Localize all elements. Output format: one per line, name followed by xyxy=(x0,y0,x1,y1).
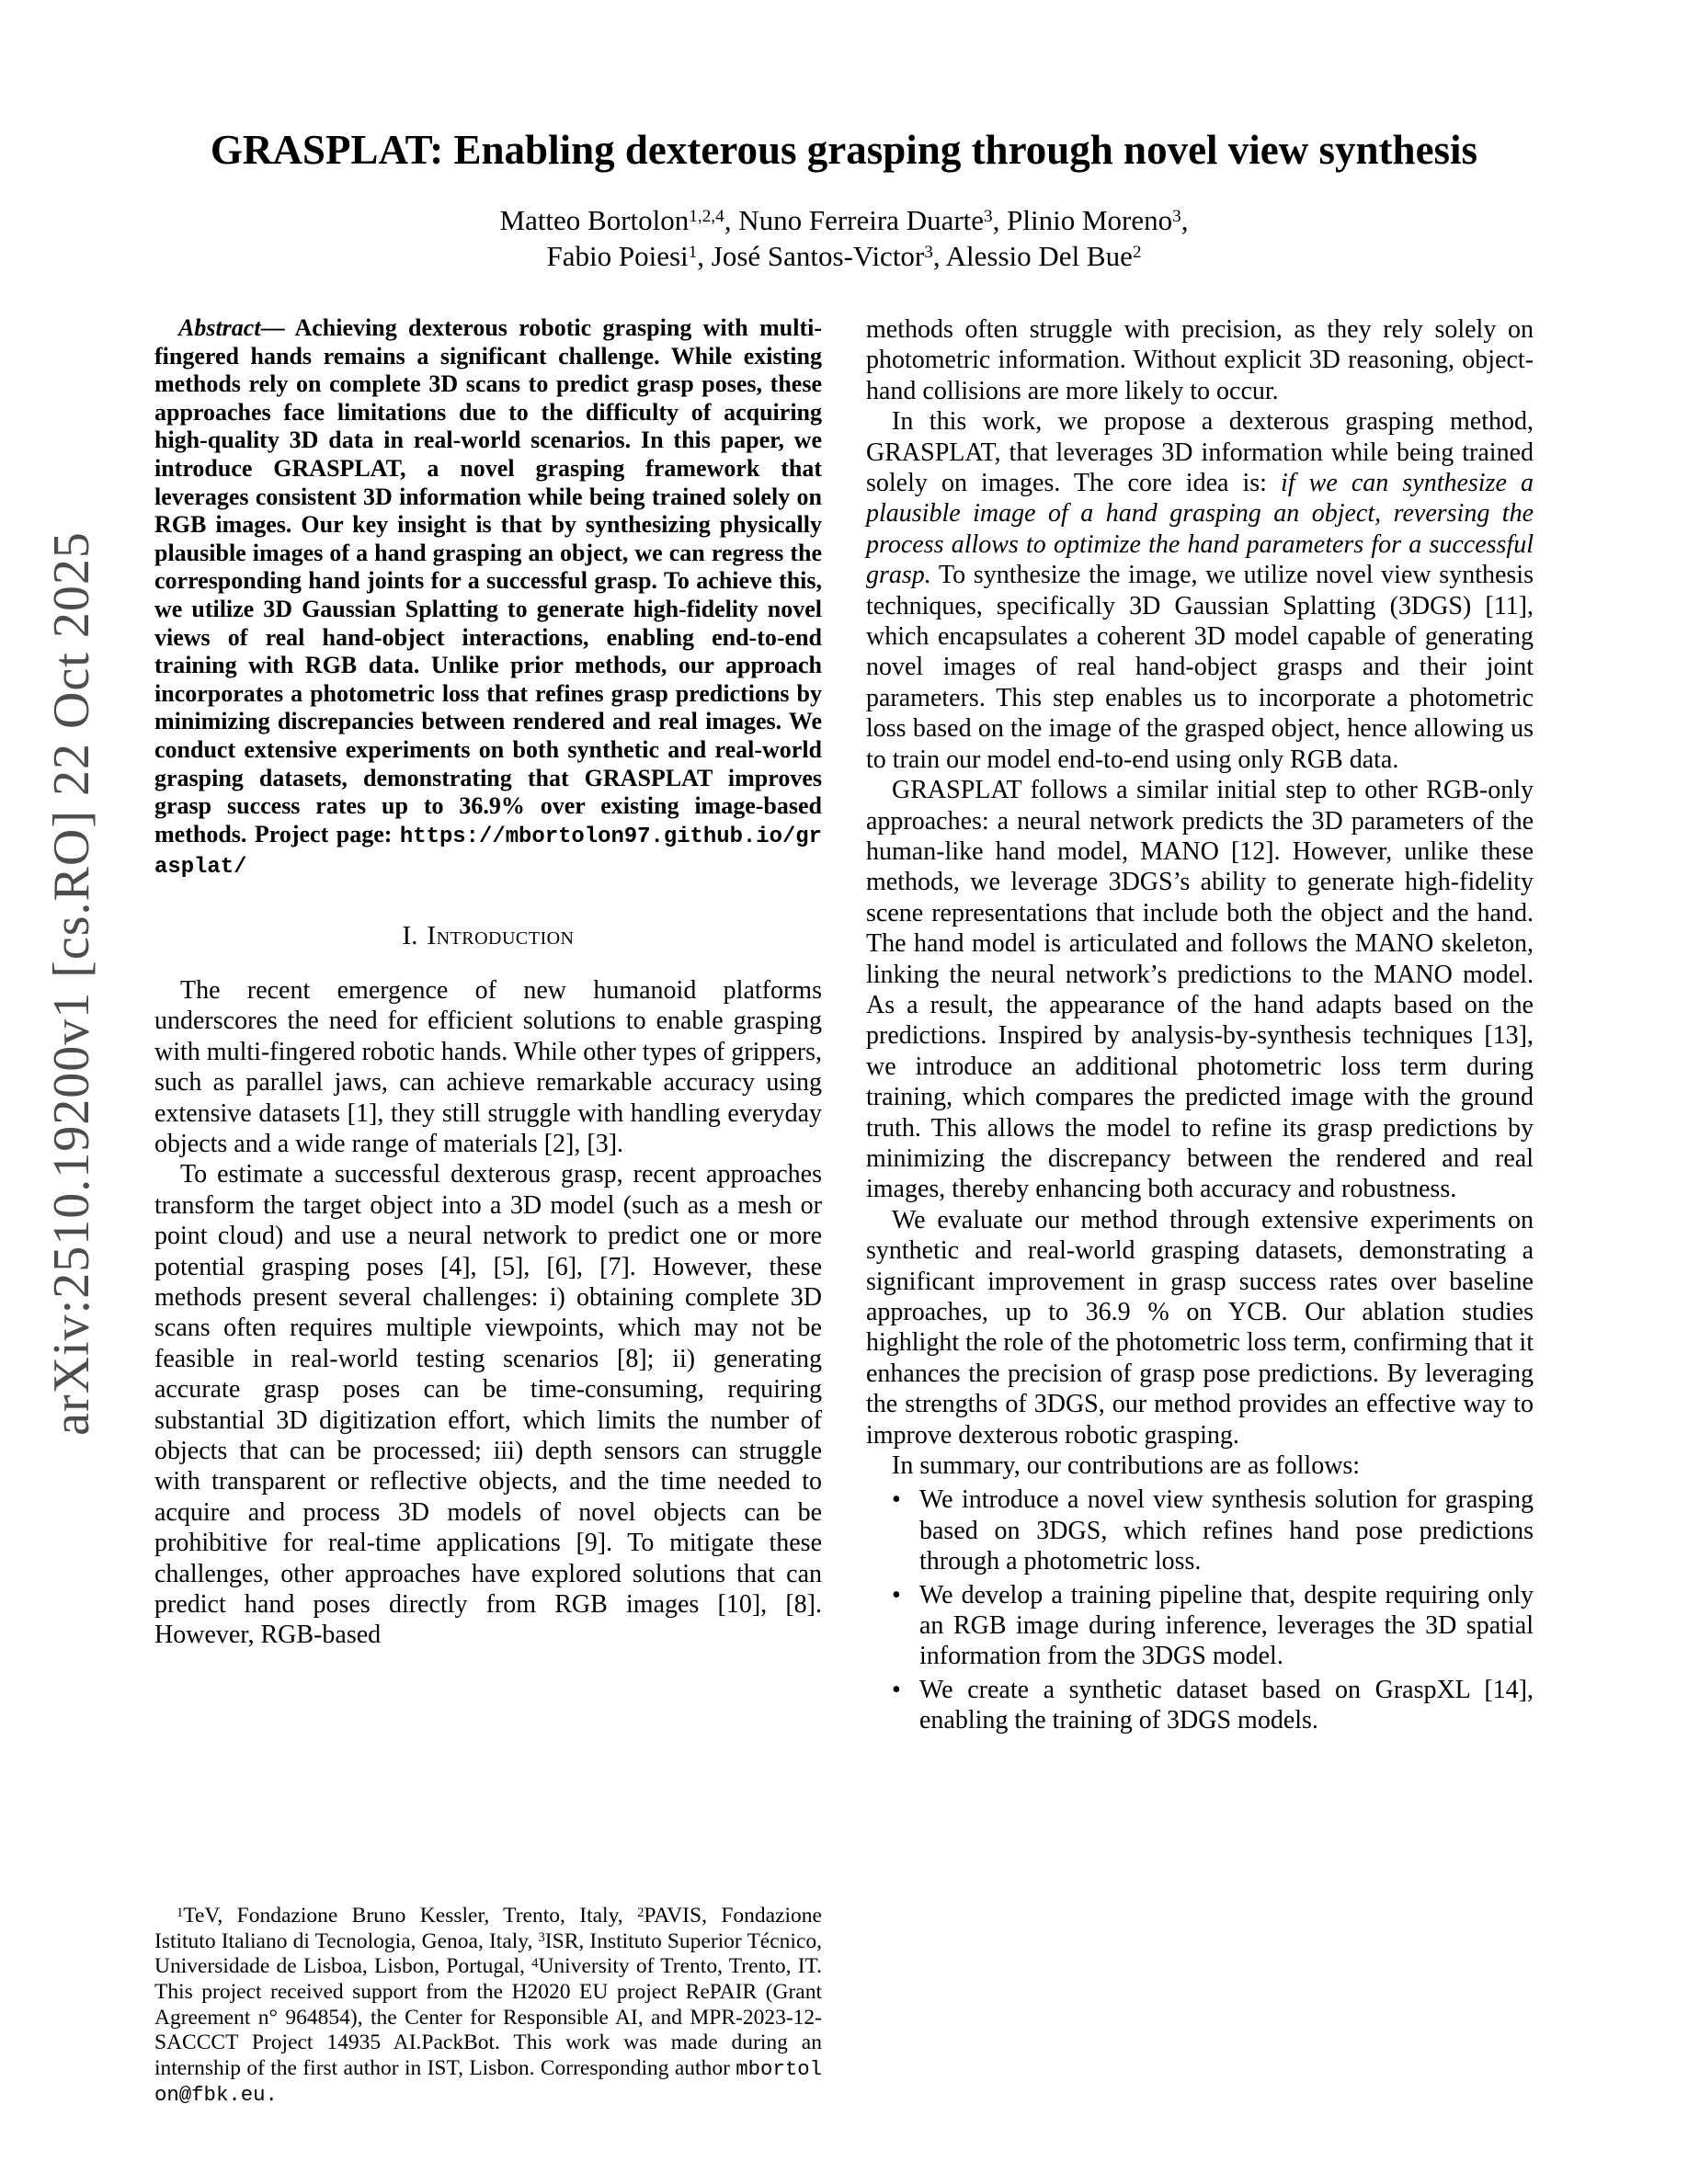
footnote xyxy=(154,1904,822,2109)
author-name: Alessio Del Bue xyxy=(945,240,1133,272)
author-separator: , xyxy=(1180,204,1189,236)
footnote-sup-2: 2 xyxy=(637,1905,644,1920)
author-line-2 xyxy=(154,238,1534,274)
right-column xyxy=(866,314,1534,2109)
contribution-item-2 xyxy=(892,1580,1534,1672)
contribution-text-3: We create a synthetic dataset based on GraspXL [14], enabling the training of 3DGS models. xyxy=(919,1675,1534,1735)
footnote-sup-3: 3 xyxy=(538,1930,545,1946)
arxiv-watermark: arXiv:2510.19200v1 [cs.RO] 22 Oct 2025 xyxy=(43,531,100,1436)
contribution-text-2: We develop a training pipeline that, despite requiring only an RGB image during inference, leverages the 3D spatial information from the 3DGS model. xyxy=(919,1580,1534,1671)
author-name: Plinio Moreno xyxy=(1007,204,1173,236)
author-separator: , xyxy=(697,240,712,272)
author-affiliation-sup: 3 xyxy=(984,207,993,227)
author-name: Fabio Poiesi xyxy=(546,240,689,272)
author-separator: , xyxy=(932,240,946,272)
core-idea-text: In this work, we propose a dexterous grasping method, GRASPLAT, that leverages 3D information while being trained solely on images. The core idea is: xyxy=(866,407,1534,498)
footnote-affiliation-1: TeV, Fondazione Bruno Kessler, Trento, Italy, xyxy=(183,1904,638,1928)
abstract-dash: — xyxy=(260,314,295,341)
footnote-sup-1: 1 xyxy=(177,1905,184,1920)
intro-paragraph-1: The recent emergence of new humanoid platforms underscores the need for efficient solutions to enable grasping with multi-fingered robotic hands. While other types of grippers, such as parallel jaws, can achieve remarkable accuracy using extensive datasets [1], they still struggle with handling everyday objects and a wide range of materials [2], [3]. xyxy=(154,975,822,1158)
author-name: Nuno Ferreira Duarte xyxy=(738,204,985,236)
contributions-list xyxy=(866,1484,1534,1735)
contribution-item-3 xyxy=(892,1675,1534,1736)
bullet-icon: • xyxy=(892,1675,901,1704)
author-name: José Santos-Victor xyxy=(711,240,925,272)
project-page-label: Project page: xyxy=(254,820,400,847)
contributions-intro: In summary, our contributions are as follows: xyxy=(892,1451,1361,1481)
footnote-affiliation-3: ISR, Instituto Superior Técnico, Universidade de Lisboa, Lisbon, Portugal, xyxy=(154,1928,822,1979)
author-name: Matteo Bortolon xyxy=(499,204,690,236)
continuation-paragraph: methods often struggle with precision, as they rely solely on photometric information. Without explicit 3D reasoning, object-hand collisions are more likely to occur. xyxy=(866,315,1534,405)
project-page-link[interactable]: https://mbortolon97.github.io/grasplat/ xyxy=(154,824,822,881)
footnote-sup-4: 4 xyxy=(531,1955,539,1971)
core-idea-italic: if we can synthesize a plausible image of a hand grasping an object, reversing the process allows to optimize the hand parameters for a successful grasp. xyxy=(866,469,1534,590)
section-heading-introduction xyxy=(154,921,822,951)
author-line-1 xyxy=(154,202,1534,238)
paper-title: GRASPLAT: Enabling dexterous grasping through novel view synthesis xyxy=(210,127,1478,173)
left-column xyxy=(154,314,822,2109)
author-affiliation-sup: 2 xyxy=(1132,243,1142,263)
contribution-item-1 xyxy=(892,1484,1534,1576)
core-idea-text-after: To synthesize the image, we utilize novel view synthesis techniques, specifically 3D Gaussian Splatting (3DGS) [11], which encapsulates a coherent 3D model capable of generating novel images of real hand-object grasps and their joint parameters. This step enables us to incorporate a photometric loss based on the image of the grasped object, hence allowing us to train our model end-to-end using only RGB data. xyxy=(866,561,1534,774)
footnote-affiliation-2: PAVIS, Fondazione Istituto Italiano di Tecnologia, Genoa, Italy, xyxy=(154,1904,822,1953)
abstract xyxy=(154,314,822,882)
bullet-icon: • xyxy=(892,1485,901,1515)
contribution-text-1: We introduce a novel view synthesis solution for grasping based on 3DGS, which refines hand pose predictions through a photometric loss. xyxy=(919,1485,1534,1576)
footnote-funding-text: University of Trento, Trento, IT. This project received support from the H2020 EU project RePAIR (Grant Agreement n° 964854), the Center for Responsible AI, and MPR-2023-12- SACCCT Project 14935 AI.PackBot. This work was made during an internship of the first author in IST, Lisbon. Corresponding author xyxy=(154,1954,822,2080)
author-block xyxy=(154,202,1534,274)
grasplat-pipeline-paragraph: GRASPLAT follows a similar initial step to other RGB-only approaches: a neural network predicts the 3D parameters of the human-like hand model, MANO [12]. However, unlike these methods, we leverage 3DGS’s ability to generate high-fidelity scene representations that include both the object and the hand. The hand model is articulated and follows the MANO skeleton, linking the neural network’s predictions to the MANO model. As a result, the appearance of the hand adapts based on the predictions. Inspired by analysis-by-synthesis techniques [13], we introduce an additional photometric loss term during training, which compares the predicted image with the ground truth. This allows the model to refine its grasp predictions by minimizing the discrepancy between the rendered and real images, thereby enhancing both accuracy and robustness. xyxy=(866,776,1534,1204)
author-affiliation-sup: 1 xyxy=(688,243,698,263)
intro-paragraph-2: To estimate a successful dexterous grasp, recent approaches transform the target object into a 3D model (such as a mesh or point cloud) and use a neural network to predict one or more potential grasping poses [4], [5], [6], [7]. However, these methods present several challenges: i) obtaining complete 3D scans often requires multiple viewpoints, which may not be feasible in real-world testing scenarios [8]; ii) generating accurate grasp poses can be time-consuming, requiring substantial 3D digitization effort, which limits the number of objects that can be processed; iii) depth sensors can struggle with transparent or reflective objects, and the time needed to acquire and process 3D models of novel objects can be prohibitive for real-time applications [9]. To mitigate these challenges, other approaches have explored solutions that can predict hand poses directly from RGB images [10], [8]. However, RGB-based xyxy=(154,1160,822,1650)
author-separator: , xyxy=(992,204,1008,236)
core-idea-paragraph xyxy=(866,406,1534,775)
two-column-body xyxy=(154,314,1534,2109)
abstract-label: Abstract xyxy=(178,314,261,341)
corresponding-author-email[interactable]: mbortolon@fbk.eu. xyxy=(154,2056,822,2108)
author-affiliation-sup: 3 xyxy=(1172,207,1181,227)
author-separator: , xyxy=(724,204,739,236)
bullet-icon: • xyxy=(892,1580,901,1610)
author-affiliation-sup: 1,2,4 xyxy=(689,207,724,227)
evaluation-paragraph: We evaluate our method through extensive experiments on synthetic and real-world grasping datasets, demonstrating a significant improvement in grasp success rates over baseline approaches, up to 36.9 % on YCB. Our ablation studies highlight the role of the photometric loss term, confirming that it enhances the precision of grasp pose predictions. By leveraging the strengths of 3DGS, our method provides an effective way to improve dexterous robotic grasping. xyxy=(866,1205,1534,1450)
paper-content xyxy=(154,0,1534,2109)
abstract-text: Achieving dexterous robotic grasping with multi-fingered hands remains a significant challenge. While existing methods rely on complete 3D scans to predict grasp poses, these approaches face limitations due to the difficulty of acquiring high-quality 3D data in real-world scenarios. In this paper, we introduce GRASPLAT, a novel grasping framework that leverages consistent 3D information while being trained solely on RGB images. Our key insight is that by synthesizing physically plausible images of a hand grasping an object, we can regress the corresponding hand joints for a successful grasp. To achieve this, we utilize 3D Gaussian Splatting to generate high-fidelity novel views of real hand-object interactions, enabling end-to-end training with RGB data. Unlike prior methods, our approach incorporates a photometric loss that refines grasp predictions by minimizing discrepancies between rendered and real images. We conduct extensive experiments on both synthetic and real-world grasping datasets, demonstrating that GRASPLAT improves grasp success rates up to 36.9% over existing image-based methods. xyxy=(154,314,822,847)
section-number: I. xyxy=(402,920,418,950)
section-title: Introduction xyxy=(427,920,575,950)
author-affiliation-sup: 3 xyxy=(924,243,933,263)
